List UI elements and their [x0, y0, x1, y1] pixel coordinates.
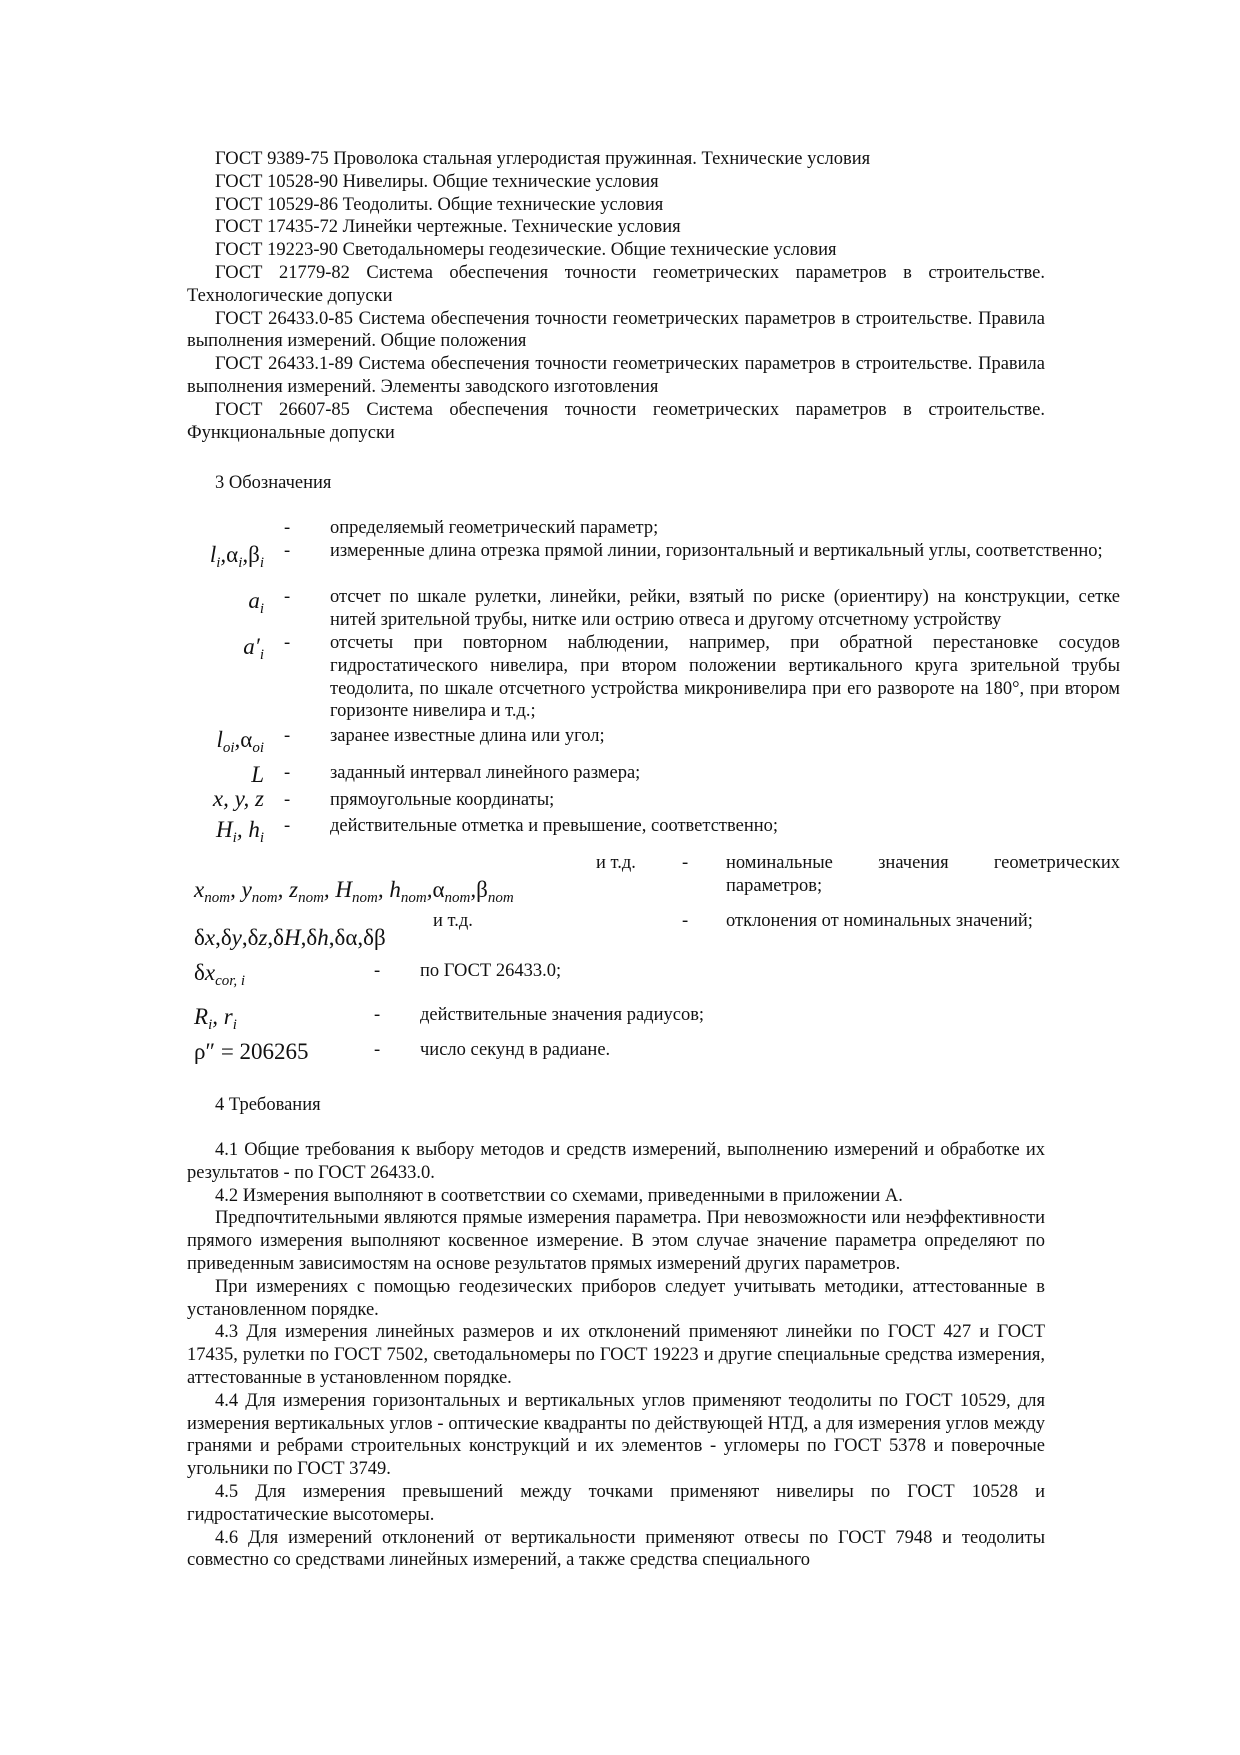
- dash: -: [284, 763, 291, 783]
- notation-definition: отклонения от номинальных значений;: [726, 911, 1033, 931]
- requirement-paragraph: 4.2 Измерения выполняют в соответствии со схемами, приведенными в приложении А.: [215, 1185, 903, 1206]
- dash: -: [682, 853, 689, 873]
- notation-definition: действительные значения радиусов;: [420, 1005, 705, 1025]
- section-3-title: 3 Обозначения: [215, 473, 332, 493]
- notation-definition: прямоугольные координаты;: [330, 790, 555, 810]
- reference-item: ГОСТ 26433.0-85 Система обеспечения точности геометрических параметров в строительстве. Правила выполнения измерений. Общие положения: [187, 308, 1045, 352]
- dash: -: [284, 541, 291, 561]
- reference-item: ГОСТ 10529-86 Теодолиты. Общие технические условия: [215, 194, 664, 215]
- notation-symbol: $x_{nom}$, $y_{nom}$, $z_{nom}$, $H_{nom}$, $h_{nom},\alpha_{nom},\beta_{nom}$: [194, 877, 514, 906]
- notation-symbol: $l_i,\alpha_i,\beta_i$: [209, 542, 264, 571]
- notation-symbol: $a'_i$: [243, 634, 264, 663]
- reference-item: ГОСТ 17435-72 Линейки чертежные. Технические условия: [215, 217, 681, 238]
- dash: -: [284, 518, 291, 538]
- notation-symbol: $\delta x_{cor, i}$: [194, 960, 246, 989]
- etc-label: и т.д.: [596, 853, 636, 873]
- notation-definition: измеренные длина отрезка прямой линии, горизонтальный и вертикальный углы, соответственно;: [330, 541, 1103, 561]
- dash: -: [284, 633, 291, 653]
- dash: -: [374, 961, 381, 981]
- dash: -: [284, 587, 291, 607]
- reference-item: ГОСТ 19223-90 Светодальномеры геодезические. Общие технические условия: [215, 240, 837, 261]
- requirement-paragraph: 4.3 Для измерения линейных размеров и их отклонений применяют линейки по ГОСТ 427 и ГОСТ 17435, рулетки по ГОСТ 7502, светодальномеры по ГОСТ 19223 и другие специальные средства измерения, аттестованные в установленном порядке.: [187, 1322, 1045, 1388]
- reference-item: ГОСТ 26607-85 Система обеспечения точности геометрических параметров в строительстве. Функциональные допуски: [187, 399, 1045, 443]
- reference-item: ГОСТ 21779-82 Система обеспечения точности геометрических параметров в строительстве. Технологические допуски: [187, 262, 1045, 306]
- notation-symbol: $a_i$: [248, 588, 264, 617]
- requirement-paragraph: При измерениях с помощью геодезических приборов следует учитывать методики, аттестованные в установленном порядке.: [187, 1276, 1045, 1320]
- notation-definition: заранее известные длина или угол;: [330, 726, 605, 746]
- notation-definition: отсчеты при повторном наблюдении, например, при обратной перестановке сосудов гидростатического нивелира, при втором положении вертикального круга зрительной трубы теодолита, по шкале отсчетного устройства микронивелира при его развороте на 180°, при втором горизонте нивелира и т.д.;: [330, 633, 1120, 722]
- notation-definition: число секунд в радиане.: [420, 1040, 611, 1060]
- requirement-paragraph: 4.4 Для измерения горизонтальных и вертикальных углов применяют теодолиты по ГОСТ 10529, для измерения вертикальных углов - оптические квадранты по действующей НТД, а для измерения углов между гранями и ребрами строительных конструкций и их элементов - угломеры по ГОСТ 5378 и поверочные угольники по ГОСТ 3749.: [187, 1390, 1045, 1480]
- notation-definition: определяемый геометрический параметр;: [330, 518, 659, 538]
- notation-definition: номинальные значения геометрических параметров;: [726, 853, 1120, 896]
- dash: -: [284, 816, 291, 836]
- requirement-paragraph: 4.1 Общие требования к выбору методов и средств измерений, выполнению измерений и обработке их результатов - по ГОСТ 26433.0.: [187, 1140, 1045, 1183]
- dash: -: [682, 911, 689, 931]
- notation-symbol: $H_i$, $h_i$: [216, 817, 264, 846]
- dash: -: [374, 1005, 381, 1025]
- section-4-title: 4 Требования: [215, 1095, 321, 1115]
- rho-value: = 206265: [220, 1039, 309, 1064]
- requirements: [187, 1139, 1045, 1572]
- reference-item: ГОСТ 26433.1-89 Система обеспечения точности геометрических параметров в строительстве. Правила выполнения измерений. Элементы заводского изготовления: [187, 354, 1045, 397]
- notation-symbol: δx,δy,δz,δH,δh,δα,δβ: [194, 925, 386, 950]
- notation-symbol: $R_i$, $r_i$: [194, 1004, 237, 1033]
- dash: -: [284, 790, 291, 810]
- notation-symbol: L: [251, 762, 264, 787]
- requirement-paragraph: 4.6 Для измерений отклонений от вертикальности применяют отвесы по ГОСТ 7948 и теодолиты совместно со средствами линейных измерений, а также средства специального: [187, 1527, 1045, 1571]
- notation-definition: заданный интервал линейного размера;: [330, 763, 641, 783]
- dash: -: [284, 726, 291, 746]
- notation-definition: действительные отметка и превышение, соответственно;: [330, 816, 779, 836]
- reference-item: ГОСТ 9389-75 Проволока стальная углеродистая пружинная. Технические условия: [215, 149, 871, 169]
- requirement-paragraph: 4.5 Для измерения превышений между точками применяют нивелиры по ГОСТ 10528 и гидростатические высотомеры.: [187, 1481, 1045, 1525]
- normative-references: [187, 148, 1045, 444]
- dash: -: [374, 1040, 381, 1060]
- notation-definition: отсчет по шкале рулетки, линейки, рейки, взятый по риске (ориентиру) на конструкции, сетке нитей зрительной трубы, нитке или острию отвеса и другому отсчетному устройству: [330, 587, 1120, 630]
- notation-symbol: x, y, z: [212, 786, 264, 811]
- notation-symbol: $l_{oi},\alpha_{oi}$: [216, 727, 264, 756]
- notation-definition: по ГОСТ 26433.0;: [420, 961, 562, 981]
- notation-symbol: ρ″ = 206265: [194, 1039, 309, 1064]
- reference-item: ГОСТ 10528-90 Нивелиры. Общие технические условия: [215, 171, 659, 192]
- etc-label: и т.д.: [433, 911, 473, 931]
- requirement-paragraph: Предпочтительными являются прямые измерения параметра. При невозможности или неэффективности прямого измерения выполняют косвенное измерение. В этом случае значение параметра определяют по приведенным зависимостям на основе результатов прямых измерений других параметров.: [187, 1208, 1045, 1274]
